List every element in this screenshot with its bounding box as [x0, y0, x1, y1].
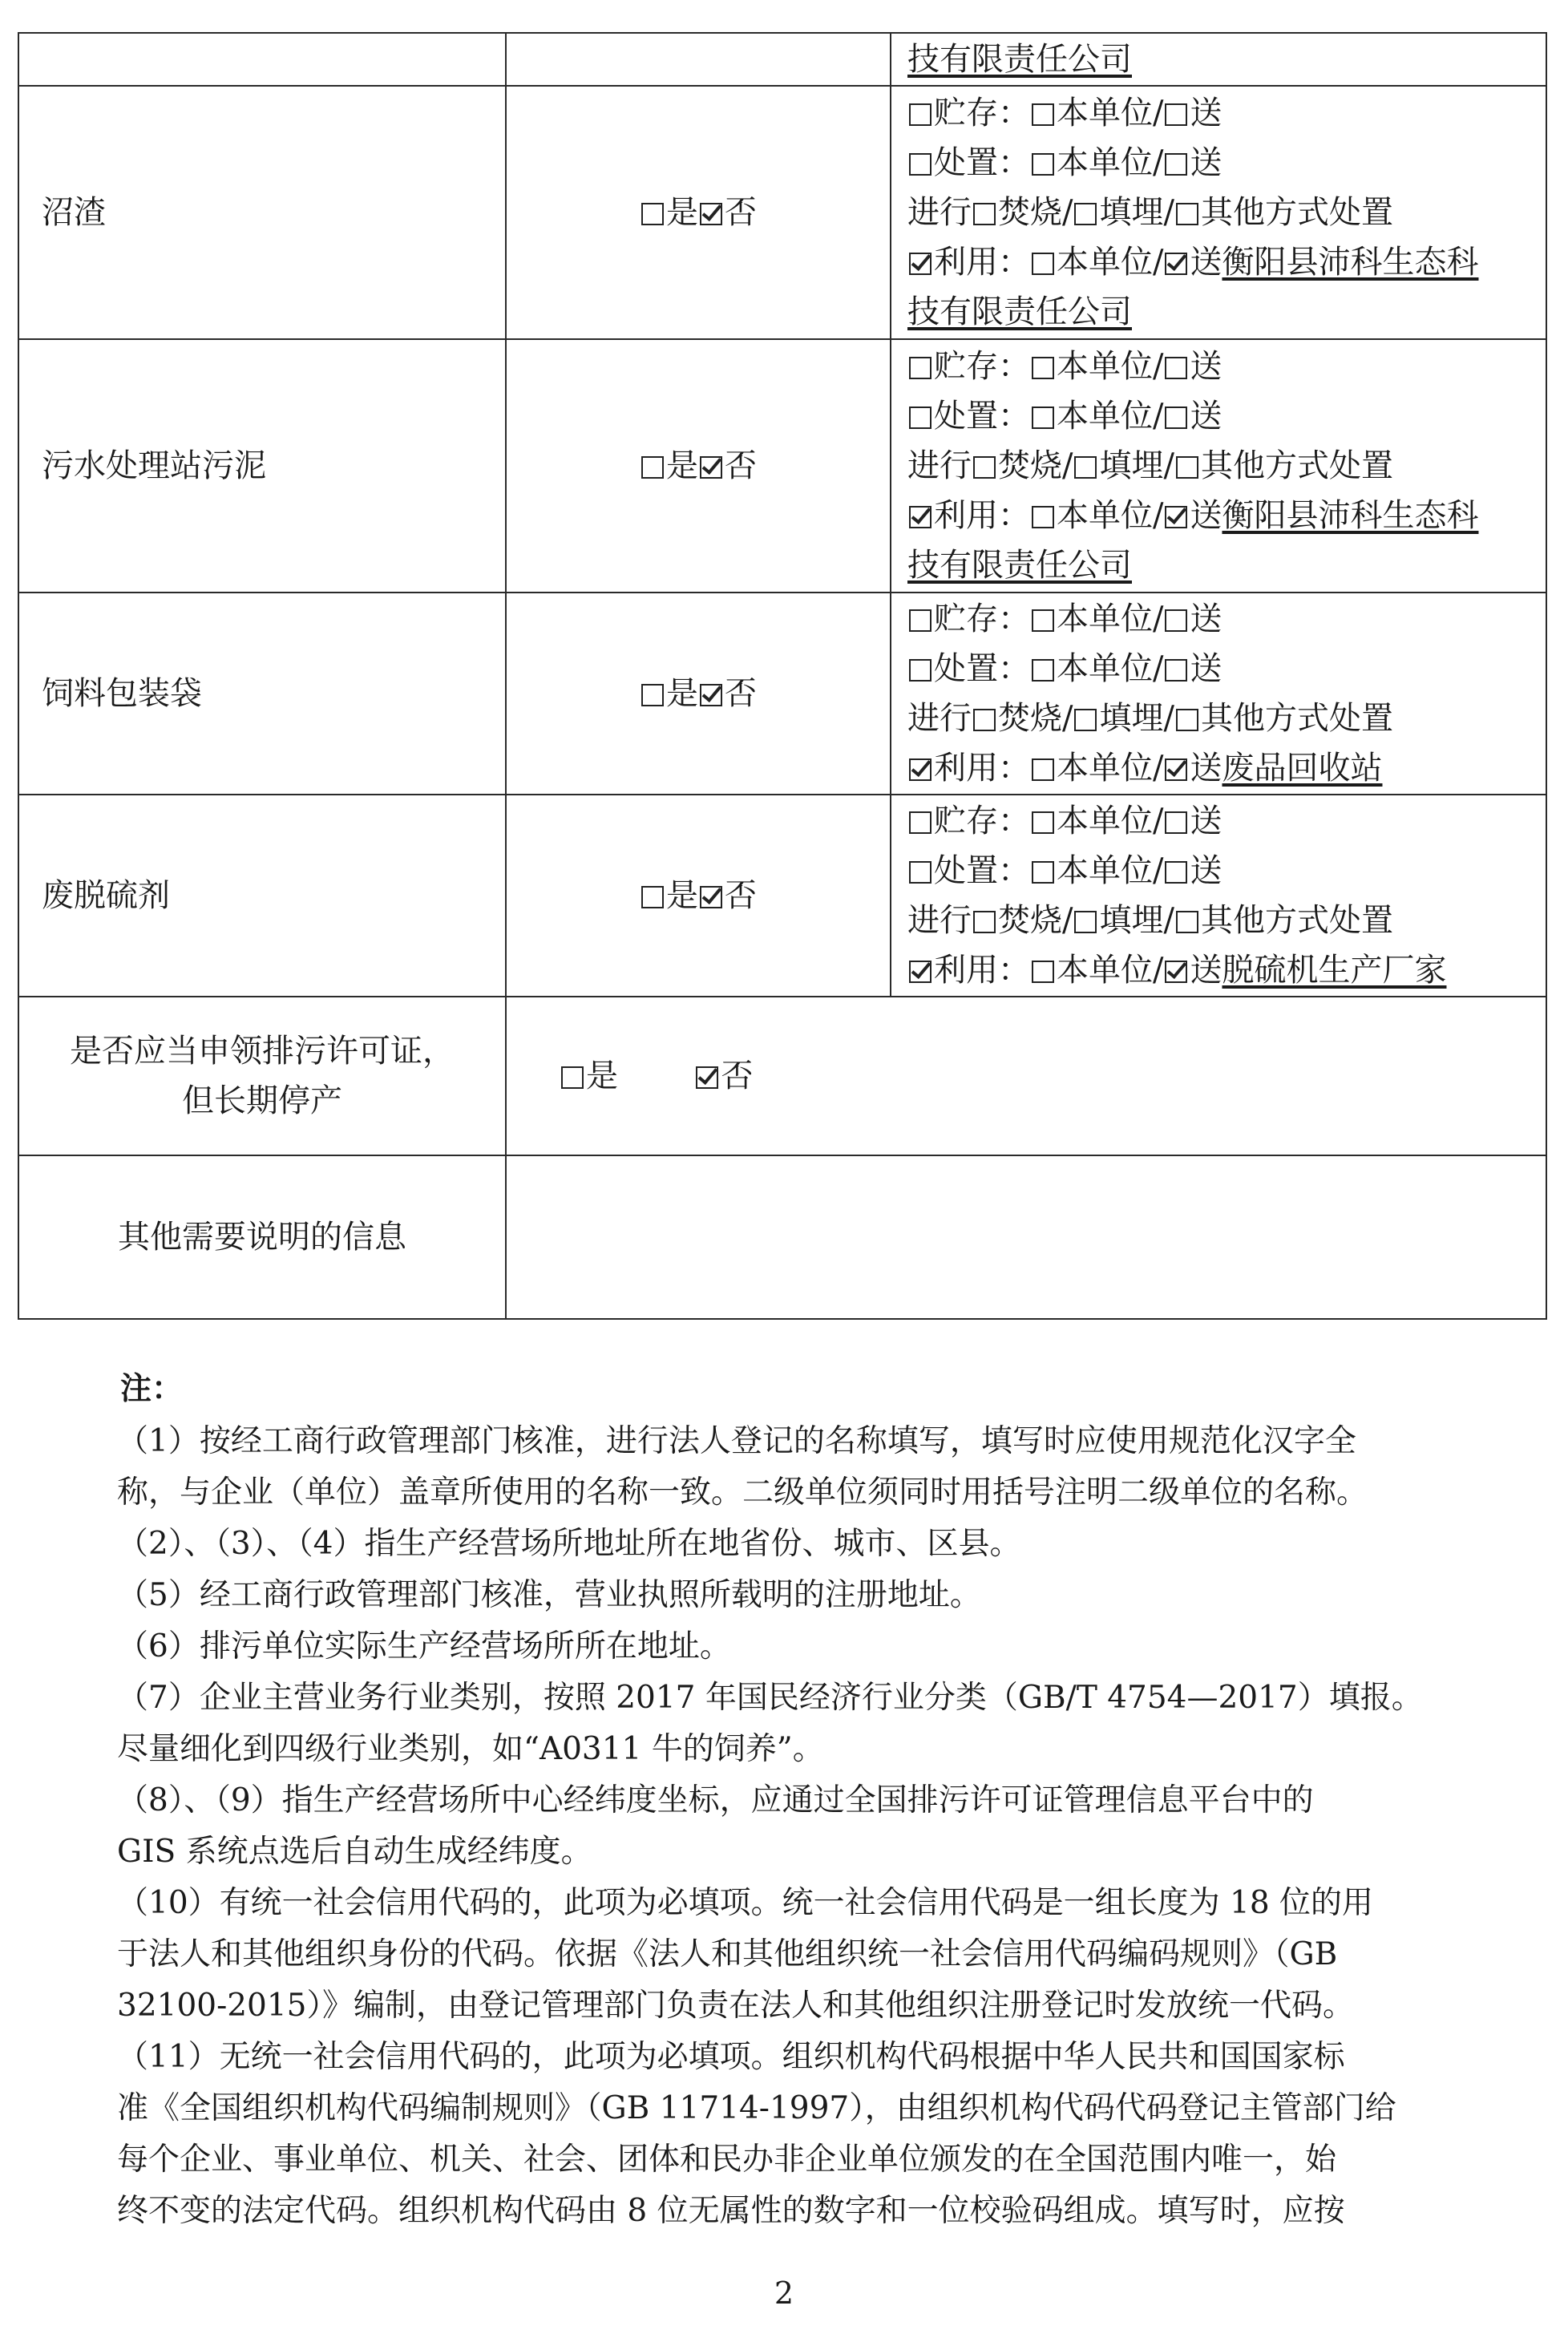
other-way-label: 其他方式处置: [1200, 700, 1393, 737]
waste-table: [18, 32, 1547, 1320]
checkbox-checked[interactable]: [1165, 758, 1187, 781]
checkbox[interactable]: [1032, 659, 1054, 682]
note-line: （5）经工商行政管理部门核准，营业执照所载明的注册地址。: [117, 1577, 981, 1613]
send-label: 送: [1190, 852, 1222, 889]
checkbox[interactable]: [641, 684, 664, 706]
own-unit-label: 本单位/: [1057, 144, 1164, 181]
incinerate-label: 焚烧/: [998, 902, 1073, 939]
checkbox[interactable]: [973, 911, 996, 933]
checkbox[interactable]: [641, 886, 664, 908]
disposal-label: 处置：: [934, 144, 1030, 181]
checkbox-checked[interactable]: [1165, 961, 1187, 983]
checkbox[interactable]: [1176, 911, 1198, 933]
disposal-cell: [891, 33, 1546, 86]
no-label: 否: [725, 194, 757, 231]
checkbox[interactable]: [1032, 758, 1054, 781]
own-unit-label: 本单位/: [1057, 497, 1164, 534]
checkbox[interactable]: [1165, 609, 1187, 632]
page-number: 2: [774, 2275, 794, 2311]
checkbox[interactable]: [1165, 861, 1187, 884]
table-row: [18, 795, 1546, 997]
checkbox[interactable]: [641, 456, 664, 479]
checkbox[interactable]: [1165, 103, 1187, 126]
send-label: 送: [1190, 398, 1222, 435]
table-row: [18, 1155, 1546, 1319]
checkbox[interactable]: [1074, 456, 1097, 479]
yes-label: 是: [586, 1058, 618, 1094]
checkbox[interactable]: [909, 103, 932, 126]
notes-section: [117, 1363, 1451, 2237]
landfill-label: 填埋/: [1099, 902, 1174, 939]
note-line: 32100-2015）》编制，由登记管理部门负责在法人和其他组织注册登记时发放统一代码。: [117, 1988, 1354, 2024]
send-label: 送: [1190, 95, 1222, 131]
waste-name-cell: 沼渣: [18, 86, 506, 339]
disposal-cell: [891, 593, 1546, 795]
hazard-cell: [506, 795, 891, 997]
permit-question-line1: 是否应当申领排污许可证，: [70, 1033, 455, 1070]
disposal-label: 处置：: [934, 650, 1030, 687]
own-unit-label: 本单位/: [1057, 852, 1164, 889]
checkbox[interactable]: [1176, 203, 1198, 225]
own-unit-label: 本单位/: [1057, 348, 1164, 385]
disposal-cell: [891, 795, 1546, 997]
note-line: （1）按经工商行政管理部门核准，进行法人登记的名称填写，填写时应使用规范化汉字全: [117, 1423, 1356, 1459]
incinerate-label: 焚烧/: [998, 700, 1073, 737]
checkbox-checked[interactable]: [909, 961, 932, 983]
checkbox[interactable]: [1074, 911, 1097, 933]
checkbox[interactable]: [1032, 357, 1054, 379]
notes-title: 注：: [120, 1370, 184, 1407]
checkbox[interactable]: [973, 456, 996, 479]
proceed-label: 进行: [907, 194, 972, 231]
yes-label: 是: [666, 877, 698, 914]
destination-text: 技有限责任公司: [907, 547, 1132, 584]
other-info-label: 其他需要说明的信息: [18, 1155, 506, 1319]
checkbox[interactable]: [1032, 153, 1054, 176]
note-line: （10）有统一社会信用代码的，此项为必填项。统一社会信用代码是一组长度为 18 位的用: [117, 1885, 1374, 1921]
checkbox[interactable]: [973, 709, 996, 731]
waste-name-cell: 污水处理站污泥: [18, 339, 506, 593]
checkbox[interactable]: [561, 1066, 584, 1089]
checkbox-checked[interactable]: [700, 684, 722, 706]
proceed-label: 进行: [907, 447, 972, 484]
storage-label: 贮存：: [934, 601, 1030, 637]
checkbox[interactable]: [1032, 407, 1054, 429]
checkbox-checked[interactable]: [1165, 506, 1187, 528]
send-label: 送: [1190, 601, 1222, 637]
other-way-label: 其他方式处置: [1200, 902, 1393, 939]
disposal-label: 处置：: [934, 852, 1030, 889]
proceed-label: 进行: [907, 700, 972, 737]
checkbox[interactable]: [909, 609, 932, 632]
own-unit-label: 本单位/: [1057, 398, 1164, 435]
note-line: 于法人和其他组织身份的代码。依据《法人和其他组织统一社会信用代码编码规则》（GB: [117, 1936, 1338, 1972]
note-line: 尽量细化到四级行业类别，如“A0311 牛的饲养”。: [117, 1731, 824, 1767]
checkbox-checked[interactable]: [700, 203, 722, 225]
permit-answer-cell: [506, 997, 1546, 1155]
incinerate-label: 焚烧/: [998, 447, 1073, 484]
disposal-cell: [891, 86, 1546, 339]
checkbox[interactable]: [909, 861, 932, 884]
own-unit-label: 本单位/: [1057, 803, 1164, 839]
checkbox[interactable]: [1074, 203, 1097, 225]
checkbox[interactable]: [909, 407, 932, 429]
destination-text: 废品回收站: [1222, 750, 1383, 787]
no-label: 否: [721, 1058, 754, 1094]
other-way-label: 其他方式处置: [1200, 194, 1393, 231]
table-row: [18, 339, 1546, 593]
checkbox-checked[interactable]: [696, 1066, 718, 1089]
own-unit-label: 本单位/: [1057, 244, 1164, 281]
yes-label: 是: [666, 194, 698, 231]
disposal-cell: [891, 339, 1546, 593]
checkbox[interactable]: [641, 203, 664, 225]
table-row: [18, 593, 1546, 795]
checkbox[interactable]: [1032, 861, 1054, 884]
checkbox-checked[interactable]: [700, 456, 722, 479]
checkbox[interactable]: [1032, 961, 1054, 983]
checkbox[interactable]: [1032, 103, 1054, 126]
landfill-label: 填埋/: [1099, 447, 1174, 484]
own-unit-label: 本单位/: [1057, 650, 1164, 687]
checkbox[interactable]: [1165, 153, 1187, 176]
storage-label: 贮存：: [934, 95, 1030, 131]
landfill-label: 填埋/: [1099, 700, 1174, 737]
checkbox[interactable]: [1032, 811, 1054, 834]
hazard-cell: [506, 593, 891, 795]
checkbox[interactable]: [1176, 709, 1198, 731]
checkbox[interactable]: [909, 153, 932, 176]
checkbox[interactable]: [909, 357, 932, 379]
send-label: 送: [1190, 952, 1222, 989]
utilize-label: 利用：: [934, 244, 1030, 281]
proceed-label: 进行: [907, 902, 972, 939]
note-line: 准《全国组织机构代码编制规则》（GB 11714-1997），由组织机构代码代码登记主管部门给: [117, 2090, 1396, 2126]
disposal-label: 处置：: [934, 398, 1030, 435]
checkbox-checked[interactable]: [909, 506, 932, 528]
destination-text: 技有限责任公司: [907, 41, 1132, 78]
checkbox[interactable]: [973, 203, 996, 225]
checkbox[interactable]: [909, 659, 932, 682]
checkbox[interactable]: [1165, 407, 1187, 429]
send-label: 送: [1190, 348, 1222, 385]
note-line: （6）排污单位实际生产经营场所所在地址。: [117, 1628, 731, 1665]
hazard-cell: [506, 339, 891, 593]
table-row: [18, 997, 1546, 1155]
waste-name-cell: [18, 33, 506, 86]
checkbox[interactable]: [1165, 357, 1187, 379]
landfill-label: 填埋/: [1099, 194, 1174, 231]
storage-label: 贮存：: [934, 348, 1030, 385]
checkbox[interactable]: [909, 811, 932, 834]
checkbox[interactable]: [1176, 456, 1198, 479]
waste-name-cell: 饲料包装袋: [18, 593, 506, 795]
note-line: （8）、（9）指生产经营场所中心经纬度坐标，应通过全国排污许可证管理信息平台中的: [117, 1782, 1314, 1818]
destination-text: 脱硫机生产厂家: [1222, 952, 1447, 989]
hazard-cell: [506, 86, 891, 339]
checkbox-checked[interactable]: [909, 253, 932, 275]
note-line: 终不变的法定代码。组织机构代码由 8 位无属性的数字和一位校验码组成。填写时，应按: [117, 2193, 1345, 2229]
utilize-label: 利用：: [934, 750, 1030, 787]
checkbox-checked[interactable]: [700, 886, 722, 908]
yes-label: 是: [666, 447, 698, 484]
no-label: 否: [725, 675, 757, 712]
own-unit-label: 本单位/: [1057, 750, 1164, 787]
own-unit-label: 本单位/: [1057, 952, 1164, 989]
note-line: 称，与企业（单位）盖章所使用的名称一致。二级单位须同时用括号注明二级单位的名称。: [117, 1474, 1368, 1511]
checkbox[interactable]: [1032, 253, 1054, 275]
destination-text: 衡阳县沛科生态科: [1222, 244, 1479, 281]
note-line: 每个企业、事业单位、机关、社会、团体和民办非企业单位颁发的在全国范围内唯一，始: [117, 2142, 1337, 2178]
destination-text: 技有限责任公司: [907, 293, 1132, 330]
hazard-cell: [506, 33, 891, 86]
checkbox[interactable]: [1032, 609, 1054, 632]
send-label: 送: [1190, 144, 1222, 181]
storage-label: 贮存：: [934, 803, 1030, 839]
checkbox-checked[interactable]: [909, 758, 932, 781]
no-label: 否: [725, 877, 757, 914]
utilize-label: 利用：: [934, 497, 1030, 534]
checkbox[interactable]: [1074, 709, 1097, 731]
note-line: （7）企业主营业务行业类别，按照 2017 年国民经济行业分类（GB/T 4754—2017）填报。: [117, 1680, 1423, 1716]
checkbox[interactable]: [1165, 659, 1187, 682]
destination-text: 衡阳县沛科生态科: [1222, 497, 1479, 534]
send-label: 送: [1190, 497, 1222, 534]
send-label: 送: [1190, 803, 1222, 839]
other-way-label: 其他方式处置: [1200, 447, 1393, 484]
checkbox-checked[interactable]: [1165, 253, 1187, 275]
send-label: 送: [1190, 244, 1222, 281]
table-row: [18, 33, 1546, 86]
send-label: 送: [1190, 650, 1222, 687]
send-label: 送: [1190, 750, 1222, 787]
no-label: 否: [725, 447, 757, 484]
own-unit-label: 本单位/: [1057, 601, 1164, 637]
permit-question-line2: 但长期停产: [182, 1082, 342, 1119]
note-line: （11）无统一社会信用代码的，此项为必填项。组织机构代码根据中华人民共和国国家标: [117, 2039, 1345, 2075]
note-line: GIS 系统点选后自动生成经纬度。: [117, 1834, 592, 1870]
utilize-label: 利用：: [934, 952, 1030, 989]
yes-label: 是: [666, 675, 698, 712]
incinerate-label: 焚烧/: [998, 194, 1073, 231]
checkbox[interactable]: [1165, 811, 1187, 834]
checkbox[interactable]: [1032, 506, 1054, 528]
waste-name-cell: 废脱硫剂: [18, 795, 506, 997]
own-unit-label: 本单位/: [1057, 95, 1164, 131]
table-row: [18, 86, 1546, 339]
permit-question-cell: [18, 997, 506, 1155]
other-info-value: [506, 1155, 1546, 1319]
note-line: （2）、（3）、（4）指生产经营场所地址所在地省份、城市、区县。: [117, 1526, 1021, 1562]
